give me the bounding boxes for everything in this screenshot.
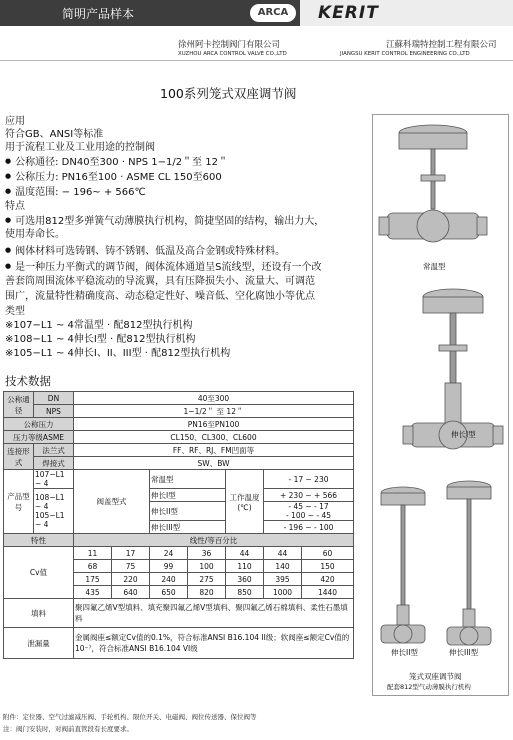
cv-cell: 68 xyxy=(74,560,112,573)
standards-text: 符合GB、ANSI等标准 xyxy=(5,129,104,140)
caption-actuator: 配套812型气动薄膜执行机构 xyxy=(387,683,471,691)
usage-text: 用于流程工业及工业用途的控制阀 xyxy=(5,142,155,153)
label-nominal-size: 公称通径 xyxy=(4,392,34,418)
label-dn: DN xyxy=(34,392,74,405)
value-characteristic: 线性/等百分比 xyxy=(74,534,354,547)
cv-cell: 360 xyxy=(226,573,264,586)
cv-cell: 435 xyxy=(74,586,112,599)
value-flange: FF、RF、RJ、FM凹面等 xyxy=(74,444,354,457)
label-connection: 连接形式 xyxy=(4,444,34,470)
temp-range-4: - 100 ~ - 45 xyxy=(285,511,332,520)
cv-cell: 44 xyxy=(226,547,264,560)
cv-cell: 100 xyxy=(188,560,226,573)
type-108: ※108−L1 ~ 4伸长I型 · 配812型执行机构 xyxy=(5,334,196,345)
heading-tech-data: 技术数据 xyxy=(5,374,51,388)
models-108-105 xyxy=(34,489,74,534)
label-model: 产品型号 xyxy=(4,470,34,534)
cv-cell: 11 xyxy=(74,547,112,560)
cv-cell: 44 xyxy=(264,547,302,560)
spec-bullet-pressure: ● 公称压力: PN16至100 · ASME CL 150至600 xyxy=(5,170,222,184)
cv-cell: 240 xyxy=(150,573,188,586)
type-105: ※105−L1 ~ 4伸长I、II、III型 · 配812型执行机构 xyxy=(5,348,231,359)
label-flange: 法兰式 xyxy=(34,444,74,457)
caption-ext2: 伸长II型 xyxy=(391,648,418,657)
model-105: 105−L1 ~ 4 xyxy=(35,511,65,529)
spec-bullet-size: ● 公称通径: DN40至300 · NPS 1−1/2＂至 12＂ xyxy=(5,155,228,169)
caption-ext3: 伸长III型 xyxy=(449,648,479,657)
value-asme: CL150、CL300、CL600 xyxy=(74,431,354,444)
feature-material: ● 阀体材料可选铸钢、铸不锈钢、低温及高合金钢或特殊材料。 xyxy=(5,244,285,258)
spec-bullet-temperature: ● 温度范围: − 196~ + 566℃ xyxy=(5,185,146,199)
value-leakage: 金属阀座≤额定Cv值的0.1%，符合标准ANSI B16.104 II级；软阀座≤额定Cv值的10⁻⁷，符合标准ANSI B16.104 VI级 xyxy=(74,628,354,659)
spec-table xyxy=(3,391,354,659)
feature-actuator: ● 可选用812型多弹簧气动薄膜执行机构，简捷坚固的结构，输出力大， xyxy=(5,214,324,228)
model-108: 108−L1 ~ 4 xyxy=(35,493,65,511)
company-name-en: XUZHOU ARCA CONTROL VALVE CO.,LTD xyxy=(178,51,287,57)
caption-standard: 常温型 xyxy=(423,262,446,271)
cv-cell: 640 xyxy=(112,586,150,599)
caption-product-name: 笼式双座调节阀 xyxy=(409,672,462,681)
value-packing: 聚四氟乙烯V型填料、填充聚四氟乙烯V型填料、聚四氟乙烯石棉填料、柔性石墨填料 xyxy=(74,599,354,628)
cv-cell: 175 xyxy=(74,573,112,586)
cv-cell: 1000 xyxy=(264,586,302,599)
cv-cell: 36 xyxy=(188,547,226,560)
cv-cell: 17 xyxy=(112,547,150,560)
heading-types: 类型 xyxy=(5,306,25,317)
label-cv: Cv值 xyxy=(4,547,74,599)
feature-balance-cont1: 善套筒周围流体平稳流动的导流翼，具有压降损失小、流量大、可调范 xyxy=(5,276,315,287)
label-temperature: 工作温度(℃) xyxy=(226,470,264,534)
header-title: 简明产品样本 xyxy=(62,7,135,21)
valve-extension-3-illustration xyxy=(447,481,491,645)
company2-name-cn: 江蘇科瑞特控制工程有限公司 xyxy=(386,40,497,50)
temp-range-5: - 196 ~ - 100 xyxy=(264,521,354,534)
cv-cell: 820 xyxy=(188,586,226,599)
cv-cell: 140 xyxy=(264,560,302,573)
bonnet-ext3: 伸长III型 xyxy=(150,521,226,534)
feature-actuator-cont: 使用寿命长。 xyxy=(5,229,65,240)
cv-cell: 99 xyxy=(150,560,188,573)
label-nps: NPS xyxy=(34,405,74,418)
kerit-logo: KERIT xyxy=(318,3,379,23)
value-nps: 1−1/2＂ 至 12＂ xyxy=(74,405,354,418)
cv-cell: 60 xyxy=(302,547,354,560)
label-bonnet: 阀盖型式 xyxy=(74,470,150,534)
cv-cell: 1440 xyxy=(302,586,354,599)
company-name-cn: 徐州阿卡控制阀门有限公司 xyxy=(178,40,281,50)
label-packing: 填料 xyxy=(4,599,74,628)
arca-logo: ARCA xyxy=(250,4,296,22)
value-pn: PN16至PN100 xyxy=(74,418,354,431)
model-107: 107−L1 ~ 4 xyxy=(34,470,74,489)
cv-cell: 650 xyxy=(150,586,188,599)
value-dn: 40至300 xyxy=(74,392,354,405)
company2-name-en: JIANGSU KERIT CONTROL ENGINEERING CO.,LTD xyxy=(340,51,470,57)
label-leakage: 泄漏量 xyxy=(4,628,74,659)
label-weld: 焊接式 xyxy=(34,457,74,470)
cv-cell: 395 xyxy=(264,573,302,586)
cv-cell: 420 xyxy=(302,573,354,586)
bonnet-ext2: 伸长II型 xyxy=(150,502,226,521)
bonnet-standard: 常温型 xyxy=(150,470,226,489)
temp-range-3a: - 45 ~ - 17 xyxy=(288,502,329,511)
label-characteristic: 特性 xyxy=(4,534,74,547)
footer-note: 注：阀门安装时，对阀前直管段有长度要求。 xyxy=(3,725,133,733)
valve-extension-1-illustration xyxy=(403,289,503,449)
temp-range-2: + 230 ~ + 566 xyxy=(264,489,354,502)
cv-cell: 110 xyxy=(226,560,264,573)
footer-accessories: 附件：定位器、空气过滤减压阀、手轮机构、限位开关、电磁阀、阀位传送器、保位阀等 xyxy=(3,713,257,721)
caption-ext1: 伸长I型 xyxy=(451,430,476,439)
type-107: ※107−L1 ~ 4常温型 · 配812型执行机构 xyxy=(5,320,193,331)
label-asme: 压力等级ASME xyxy=(4,431,74,444)
cv-cell: 75 xyxy=(112,560,150,573)
valve-illustrations xyxy=(373,115,508,695)
feature-balance-cont2: 围广，流量特性精确度高、动态稳定性好、噪音低、空化腐蚀小等优点 xyxy=(5,291,315,302)
product-image-panel xyxy=(372,114,509,696)
page-header xyxy=(0,0,513,26)
header-divider xyxy=(0,60,513,61)
cv-cell: 220 xyxy=(112,573,150,586)
heading-features: 特点 xyxy=(5,201,25,212)
cv-cell: 850 xyxy=(226,586,264,599)
document-title: 100系列笼式双座调节阀 xyxy=(160,86,297,101)
cv-cell: 275 xyxy=(188,573,226,586)
label-pn: 公称压力 xyxy=(4,418,74,431)
cv-cell: 24 xyxy=(150,547,188,560)
valve-extension-2-illustration xyxy=(381,487,425,643)
feature-balance: ● 是一种压力平衡式的调节阀，阀体流体通道呈S流线型，还设有一个改 xyxy=(5,260,321,274)
bonnet-ext1: 伸长I型 xyxy=(150,489,226,502)
temp-range-1: - 17 ~ 230 xyxy=(264,470,354,489)
cv-cell: 150 xyxy=(302,560,354,573)
valve-standard-illustration xyxy=(379,125,487,242)
heading-application: 应用 xyxy=(5,116,25,127)
value-weld: SW、BW xyxy=(74,457,354,470)
temp-range-3 xyxy=(264,502,354,521)
